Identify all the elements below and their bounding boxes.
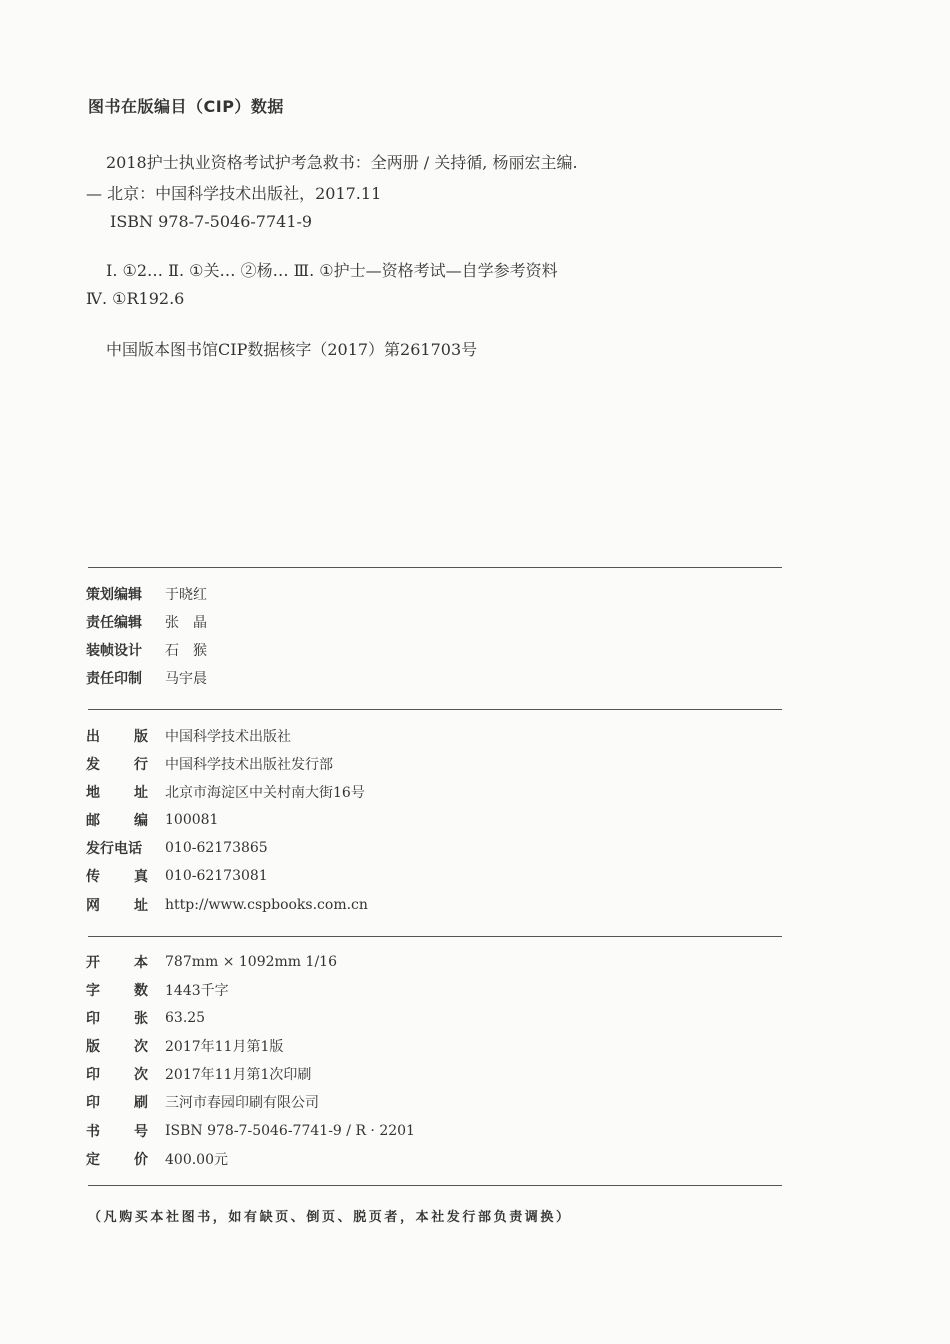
publisher-row — [86, 865, 268, 887]
publisher-label: 邮 编 — [86, 813, 148, 829]
spec-row — [86, 979, 229, 1001]
publisher-value: 中国科学技术出版社 — [165, 729, 291, 745]
staff-value: 张 晶 — [165, 615, 207, 631]
spec-row — [86, 1148, 228, 1170]
publisher-value: 010-62173865 — [165, 840, 268, 856]
divider-rule — [88, 1185, 782, 1186]
publisher-row — [86, 725, 291, 747]
replacement-notice: （凡购买本社图书，如有缺页、倒页、脱页者，本社发行部负责调换） — [88, 1210, 572, 1225]
spec-value: 63.25 — [165, 1010, 206, 1026]
publisher-row — [86, 781, 365, 803]
publisher-row — [86, 809, 218, 831]
spec-value: 1443千字 — [165, 983, 229, 999]
spec-label: 书 号 — [86, 1124, 148, 1140]
publisher-label: 地 址 — [86, 785, 148, 801]
publisher-label: 出 版 — [86, 729, 148, 745]
staff-label: 责任印制 — [86, 671, 142, 687]
spec-label: 印 次 — [86, 1067, 148, 1083]
spec-row — [86, 1063, 311, 1085]
staff-row — [86, 583, 207, 605]
publisher-value: 010-62173081 — [165, 868, 268, 884]
publisher-label: 传 真 — [86, 869, 148, 885]
spec-row — [86, 951, 337, 973]
spec-value: 三河市春园印刷有限公司 — [165, 1095, 319, 1111]
staff-value: 马宇晨 — [165, 671, 207, 687]
publisher-row — [86, 837, 268, 859]
publisher-label: 网 址 — [86, 898, 148, 914]
spec-value: 400.00元 — [165, 1152, 228, 1168]
cip-title-line: 2018护士执业资格考试护考急救书：全两册 / 关持循, 杨丽宏主编. — [106, 153, 578, 172]
cip-record-number-line: 中国版本图书馆CIP数据核字（2017）第261703号 — [106, 340, 478, 359]
spec-row — [86, 1091, 319, 1113]
staff-row — [86, 639, 207, 661]
cip-classification-line: Ⅳ. ①R192.6 — [86, 289, 185, 308]
spec-row — [86, 1035, 283, 1057]
staff-value: 于晓红 — [165, 587, 207, 603]
spec-value: 787mm × 1092mm 1/16 — [165, 954, 337, 970]
cip-isbn-line: ISBN 978-7-5046-7741-9 — [110, 212, 313, 231]
cip-subject-line: Ⅰ. ①2… Ⅱ. ①关… ②杨… Ⅲ. ①护士—资格考试—自学参考资料 — [106, 261, 558, 280]
staff-row — [86, 611, 207, 633]
publisher-row — [86, 894, 368, 916]
publisher-value: http://www.cspbooks.com.cn — [165, 897, 368, 913]
publisher-value: 北京市海淀区中关村南大街16号 — [165, 785, 365, 801]
divider-rule — [88, 567, 782, 568]
spec-row — [86, 1007, 205, 1029]
publisher-label: 发 行 — [86, 757, 148, 773]
publisher-row — [86, 753, 333, 775]
spec-row — [86, 1120, 415, 1142]
spec-label: 版 次 — [86, 1039, 148, 1055]
publisher-label: 发行电话 — [86, 841, 142, 857]
cip-publisher-line: — 北京：中国科学技术出版社，2017.11 — [86, 184, 382, 203]
divider-rule — [88, 709, 782, 710]
spec-label: 印 刷 — [86, 1095, 148, 1111]
publisher-value: 100081 — [165, 812, 219, 828]
staff-row — [86, 667, 207, 689]
spec-value: 2017年11月第1次印刷 — [165, 1067, 312, 1083]
spec-value: ISBN 978-7-5046-7741-9 / R · 2201 — [165, 1123, 415, 1139]
spec-label: 印 张 — [86, 1011, 148, 1027]
spec-label: 字 数 — [86, 983, 148, 999]
publisher-value: 中国科学技术出版社发行部 — [165, 757, 333, 773]
staff-label: 策划编辑 — [86, 587, 142, 603]
divider-rule — [88, 936, 782, 937]
staff-label: 责任编辑 — [86, 615, 142, 631]
staff-value: 石 猴 — [165, 643, 207, 659]
cip-heading: 图书在版编目（CIP）数据 — [88, 97, 284, 116]
spec-label: 定 价 — [86, 1152, 148, 1168]
spec-label: 开 本 — [86, 955, 148, 971]
spec-value: 2017年11月第1版 — [165, 1039, 284, 1055]
staff-label: 装帧设计 — [86, 643, 142, 659]
